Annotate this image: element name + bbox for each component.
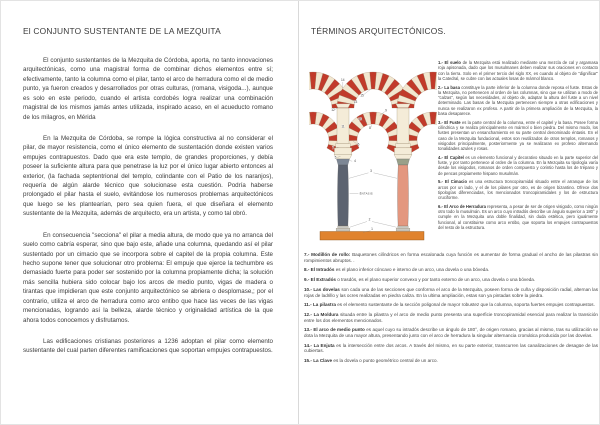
term-name: El Cimacio: [444, 179, 467, 185]
term-text: es el elemento sustentante de la sección poligonal de mayor robustez que la columna, soporta fuertes empujes contrapuestos.: [337, 302, 595, 308]
term-name: El arco de medio punto: [313, 327, 365, 333]
term-number: 6.-: [438, 203, 443, 209]
term-name: La basa: [444, 84, 460, 90]
term-name: El Capitel: [444, 154, 464, 160]
diagram-label-1: 1: [371, 227, 373, 231]
term-item-8: [304, 267, 598, 273]
terms-list-full: [304, 252, 598, 368]
term-name: La Moldura: [313, 312, 339, 318]
term-name: La pilastra: [312, 302, 336, 308]
term-item-13: [304, 327, 598, 338]
diagram-label-7: 7: [332, 146, 334, 150]
floor-suelo: [320, 232, 424, 241]
term-text: o trasdós, es el plano superior convexo y por tanto externo de un arco, una dovela o una bóveda.: [337, 277, 536, 283]
molduras: [336, 104, 410, 108]
term-number: 4.-: [438, 154, 443, 160]
term-number: 2.-: [438, 84, 443, 90]
entasis-label: ÉNTASIS: [359, 191, 373, 196]
term-item-11: [304, 302, 598, 308]
term-name: El Arco de Herradura: [444, 203, 486, 209]
term-item-10: [304, 287, 598, 298]
term-name: Modillón de rollo:: [311, 252, 351, 257]
term-number: 1.-: [438, 60, 443, 65]
term-text: es la parte central de la columna, entre el capitel y la basa. Posee forma cilíndrica y se realiza principalmente en mármol o bien piedra. Del mismo modo, los fustes presentan un ensanchamiento en su parte central denominado éntasis. En el caso de la Mezquita fundacional, estos son reutilizados de otros templos, romanos y visigodos principalmente, posteriormente ya se realizaran ex profeso alternando tonalidades azules y rosas.: [438, 119, 598, 152]
term-text: es un elemento funcional y decorativo situado en la parte superior del fuste, y por tanto pertenece al orden de la columna. En la Mezquita su tipología varía desde los visigodos, romanos de orden compuesto y corintio hasta los de trépano y de pencas propiamente hispano musulmán.: [438, 154, 598, 176]
term-number: 9.-: [304, 277, 310, 283]
horseshoe-arches: [309, 112, 437, 154]
term-text: constituye la parte inferior de la columna donde reposa el fuste. Estas de la Mezquita, no pertenecen al orden de las columnas, sino que se utilizan a modo de "calzas", según las necesidades, al objeto de, adaptar la altura del fuste a un nivel determinado. Las basas de la Mezquita pertenecen siempre a otras edificaciones y nunca se realizaron ex profeso. A partir de la primera ampliación de la Mezquita, la basa desaparece.: [438, 84, 598, 117]
term-number: 12.-: [304, 312, 312, 318]
term-name: Las dovelas: [313, 286, 340, 292]
term-text: Baquetones cilíndricos en forma escalonada cuya función es aumentar de forma gradual el ancho de las pilastras sin rompimientos abruptos. .: [304, 252, 599, 263]
medio-punto-arches: [309, 72, 437, 108]
term-item-3: [438, 120, 598, 152]
paragraph-4: Las edificaciones cristianas posteriores a 1236 adoptan el pilar como elemento sustentante del cual parten diferentes ramificaciones que soportan empujes contrapuestos.: [23, 337, 273, 355]
diagram-label-14: 14: [341, 78, 345, 82]
diagram-label-12: 12: [331, 107, 335, 112]
columns: [334, 155, 412, 231]
diagram-label-9: 9: [385, 108, 387, 113]
diagram-label-4: 4: [354, 159, 356, 163]
term-name: El Intradós: [310, 267, 335, 273]
term-item-12: [304, 312, 598, 323]
term-number: 8.-: [304, 267, 310, 273]
paragraph-1: El conjunto sustentantes de la Mezquita de Córdoba, aporta, no tanto innovaciones arquitectónicas, como una magistral forma de combinar dichos elementos entre sí; efectivamente, tanto la columna como el pilar, tanto el arco de herradura como el de medio punto, ya fueron creados y desarrollados por otras culturas, (romana, visigoda...), aunque es solo en este periodo, cuando el artista cordobés logra realizar una combinación magistral de los mismos jamás antes utilizada, inspirado acaso, en el acueducto romano de los milagros, en Mérida: [23, 57, 273, 121]
term-item-2: [438, 85, 598, 117]
diagram-label-6: 6: [357, 142, 360, 147]
page-divider: [298, 1, 299, 424]
term-item-9: [304, 277, 598, 283]
term-item-5: [438, 179, 598, 200]
term-text: son cada una de las secciones que conforma el arco de la Mezquita, poseen forma de cuña y disposición radial, alternan las rojas de ladrillo y las ocres realizadas en piedra caliza. En la ultima ampliación, estas son ya pintadas sobre la piedra.: [304, 286, 598, 298]
term-item-14: [304, 343, 598, 354]
term-item-7: [304, 252, 598, 263]
term-number: 14.-: [304, 342, 312, 348]
left-page-title: El CONJUNTO SUSTENTANTE DE LA MEZQUITA: [23, 26, 221, 36]
diagram-label-8: 8: [369, 126, 371, 130]
term-number: 13.-: [304, 327, 312, 333]
diagram-label-15: 15: [360, 93, 364, 98]
diagram-label-5: 5: [334, 155, 337, 160]
term-text: representa, a pesar de ser de origen visigodo, como ningún otro todo lo musulmán. Es un arco cuyo intradós describe un ángulo superior a 180° y cumple en la Mezquita una doble finalidad, sin duda estética, pero igualmente funcional, al constituirse como arco entibo, que soporta los empujes contrapuestos del resto de la estructura.: [438, 203, 599, 231]
term-number: 10.-: [304, 286, 312, 292]
mezquita-arch-diagram: [309, 58, 437, 246]
term-name: La Clave: [313, 358, 333, 364]
term-number: 11.-: [304, 302, 312, 308]
term-text: es aquel cuyo su intradós describe un ángulo de 180°, de origen romano, gracias al mismo, tras su utilización se dota la Mezquita de una mayor altura, presentando junto con el arco de herradura la singular alternancia cromática producida por las dovelas.: [304, 327, 598, 339]
paragraph-3: En consecuencia "secciona" el pilar a media altura, de modo que ya no arranca del suelo como cabría esperar, sino que bajo este, añade una columna, quedando así el pilar sustentado por un cimacio que se incorpora sobre el capitel de la propia columna. Este hecho supone tener que solucionar otro problema: El empuje que ejerce la techumbre es demasiado fuerte para poder ser sostenido por la columna propiamente dicha; la solución más sencilla hubiera sido colocar bajo los arcos de medio punto, vigas de madera o tirantas que impidieran que este conjunto arquitectónico se abriera o desplomase,; por el contrario, utiliza el arco de herradura como arco entibo que hace las veces de las vigas mencionadas, logrando así la belleza, alarde técnico y originalidad artística de la que ahora todos conocemos y disfrutamos.: [23, 231, 273, 324]
diagram-label-3: 3: [370, 169, 372, 173]
term-text: situada entre la pilastra y el arco de medio punto presenta una superficie troncopiramidal esencial para realizar la transición entre los dos elementos mencionados.: [304, 312, 598, 323]
term-item-15: [304, 358, 598, 364]
term-number: 15.-: [304, 358, 312, 364]
term-text: es la intersección entre dos arcos. A través del mismo, en su parte exterior, transcurren las canalizaciones de desagüe de las cubiertas.: [304, 342, 599, 354]
term-item-4: [438, 155, 598, 176]
diagram-label-10: 10: [358, 117, 362, 121]
term-name: La Enjuta: [313, 342, 335, 348]
term-number: 3.-: [438, 119, 443, 125]
diagram-label-2: 2: [368, 217, 371, 222]
term-name: El Fuste: [444, 119, 461, 125]
paragraph-2: En la Mezquita de Córdoba, se rompe la lógica constructiva al no considerar el pilar, de mayor resistencia, como el único elemento de sustentación donde existen varios empujes contrapuestos. Dado que era este templo, de grandes proporciones, y debía poseer la suficiente altura para que penetrase la luz por el único lugar abierto entonces al exterior, (la fachada septentrional del templo, colindante con el Patio de los naranjos), requería de algún alarde técnico que solucionase esta cuestión. Podría haberse prolongado el pilar hasta el suelo, evitándose los numerosos problemas arquitectónicos que luego se les plantearían, pero sea quien fuera, el que diseñara el elemento sustentante de la Mezquita, además de arquitecto, era un artista, y como tal obró.: [23, 134, 273, 218]
term-item-6: [438, 204, 598, 231]
term-text: de la Mezquita está realizado mediante una mezcla de cal y argamasa roja apisonada, dado que los musulmanes deben realizar sus oraciones en contacto con la tierra. Solo en el primer tercio del siglo XX, es cuando al objeto de "dignificar" la Catedral, se cubre con las actuales losas de mármol blanco.: [438, 60, 598, 81]
term-name: El Extradós: [310, 277, 336, 283]
term-number: 5.-: [438, 179, 443, 185]
term-number: 7.-: [304, 252, 310, 257]
term-text: es el plano inferior cóncavo e interno de un arco, una dovela o una bóveda.: [335, 267, 490, 273]
term-text: es una estructura troncopiramidal situado entre el arranque de los arcos por un lado, y el de los pilares por otro, es de origen bizantino. Ofrece dos tipologías diferenciadas, los mencionados troncopiramidales y los de estructura cruciforme.: [438, 179, 598, 201]
term-name: El suelo: [444, 60, 461, 65]
right-page-title: TÉRMINOS ARQUITECTÓNICOS.: [311, 26, 446, 36]
term-text: es la dovela o punto geométrico central de un arco.: [333, 358, 438, 364]
diagram-label-11: 11: [341, 124, 345, 129]
diagram-label-13: 13: [353, 99, 358, 104]
terms-list-side: [438, 60, 598, 234]
term-item-1: [438, 60, 598, 81]
left-page-body: [23, 56, 273, 368]
